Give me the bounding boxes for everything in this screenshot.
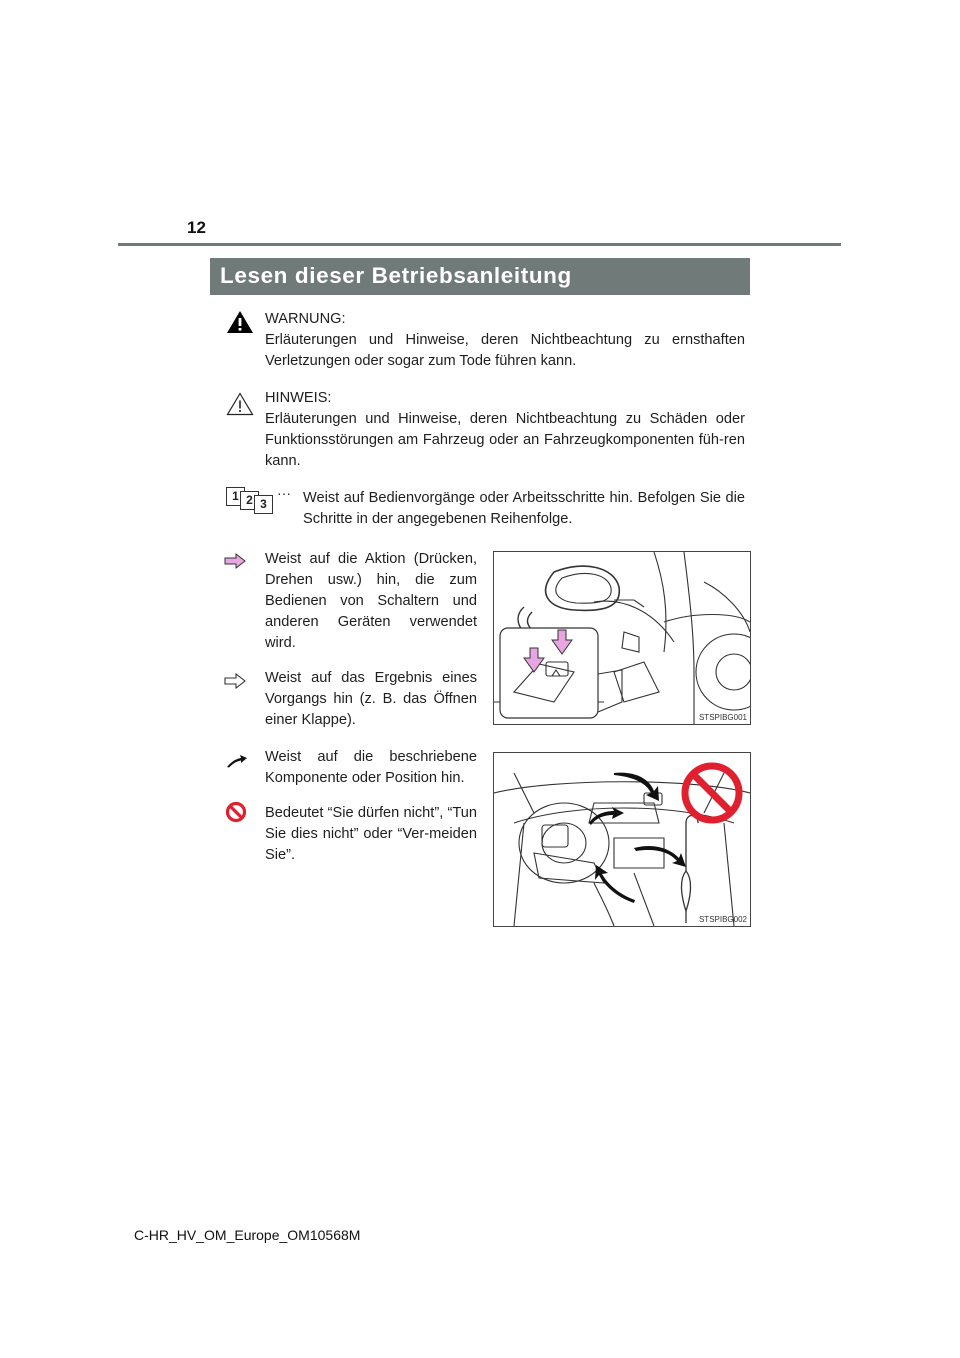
prohibited-text: Bedeutet “Sie dürfen nicht”, “Tun Sie dies nicht” oder “Ver-meiden Sie”.: [265, 805, 477, 863]
notice-label: HINWEIS:: [265, 390, 332, 406]
step-numbers-icon: [226, 487, 276, 513]
illustration-interior: [493, 752, 751, 927]
mirror-switch-drawing: [494, 552, 750, 724]
interior-drawing: [494, 753, 750, 926]
warning-triangle-icon: [226, 310, 254, 334]
warning-text: Erläuterungen und Hinweise, deren Nichtbeachtung zu ernsthaften Verletzungen oder sogar zum Tode führen kann.: [265, 332, 745, 369]
warning-block: [265, 309, 745, 372]
component-text: Weist auf die beschriebene Komponente oder Position hin.: [265, 749, 477, 786]
step-ellipsis: ···: [277, 485, 291, 501]
prohibited-icon: [225, 801, 247, 823]
step-number-2: 2: [240, 491, 259, 510]
header-rule: [118, 243, 841, 246]
section-title: Lesen dieser Betriebsanleitung: [220, 263, 572, 288]
notice-text: Erläuterungen und Hinweise, deren Nichtbeachtung zu Schäden oder Funktionsstörungen am Fahrzeug oder an Fahrzeugkomponenten füh-ren kann.: [265, 411, 745, 469]
step-number-3: 3: [254, 495, 273, 514]
illustration-code-2: STSPIBG002: [698, 915, 747, 924]
warning-label: WARNUNG:: [265, 311, 346, 327]
illustration-code-1: STSPIBG001: [698, 713, 747, 722]
action-text: Weist auf die Aktion (Drücken, Drehen usw.) hin, die zum Bedienen von Schaltern und anderen Geräten verwendet wird.: [265, 551, 477, 651]
pointer-arrow-icon: [226, 754, 248, 768]
document-id: C-HR_HV_OM_Europe_OM10568M: [134, 1227, 361, 1243]
steps-text: Weist auf Bedienvorgänge oder Arbeitsschritte hin. Befolgen Sie die Schritte in der angegebenen Reihenfolge.: [303, 490, 745, 527]
notice-block: [265, 388, 745, 472]
result-arrow-icon: [224, 673, 246, 689]
action-arrow-icon: [224, 553, 246, 569]
caution-triangle-icon: [226, 392, 254, 416]
section-title-bar: [210, 258, 750, 295]
result-text: Weist auf das Ergebnis eines Vorgangs hin (z. B. das Öffnen einer Klappe).: [265, 670, 477, 728]
page-number: 12: [187, 218, 206, 237]
illustration-mirror-switch: [493, 551, 751, 725]
step-number-1: 1: [226, 487, 245, 506]
